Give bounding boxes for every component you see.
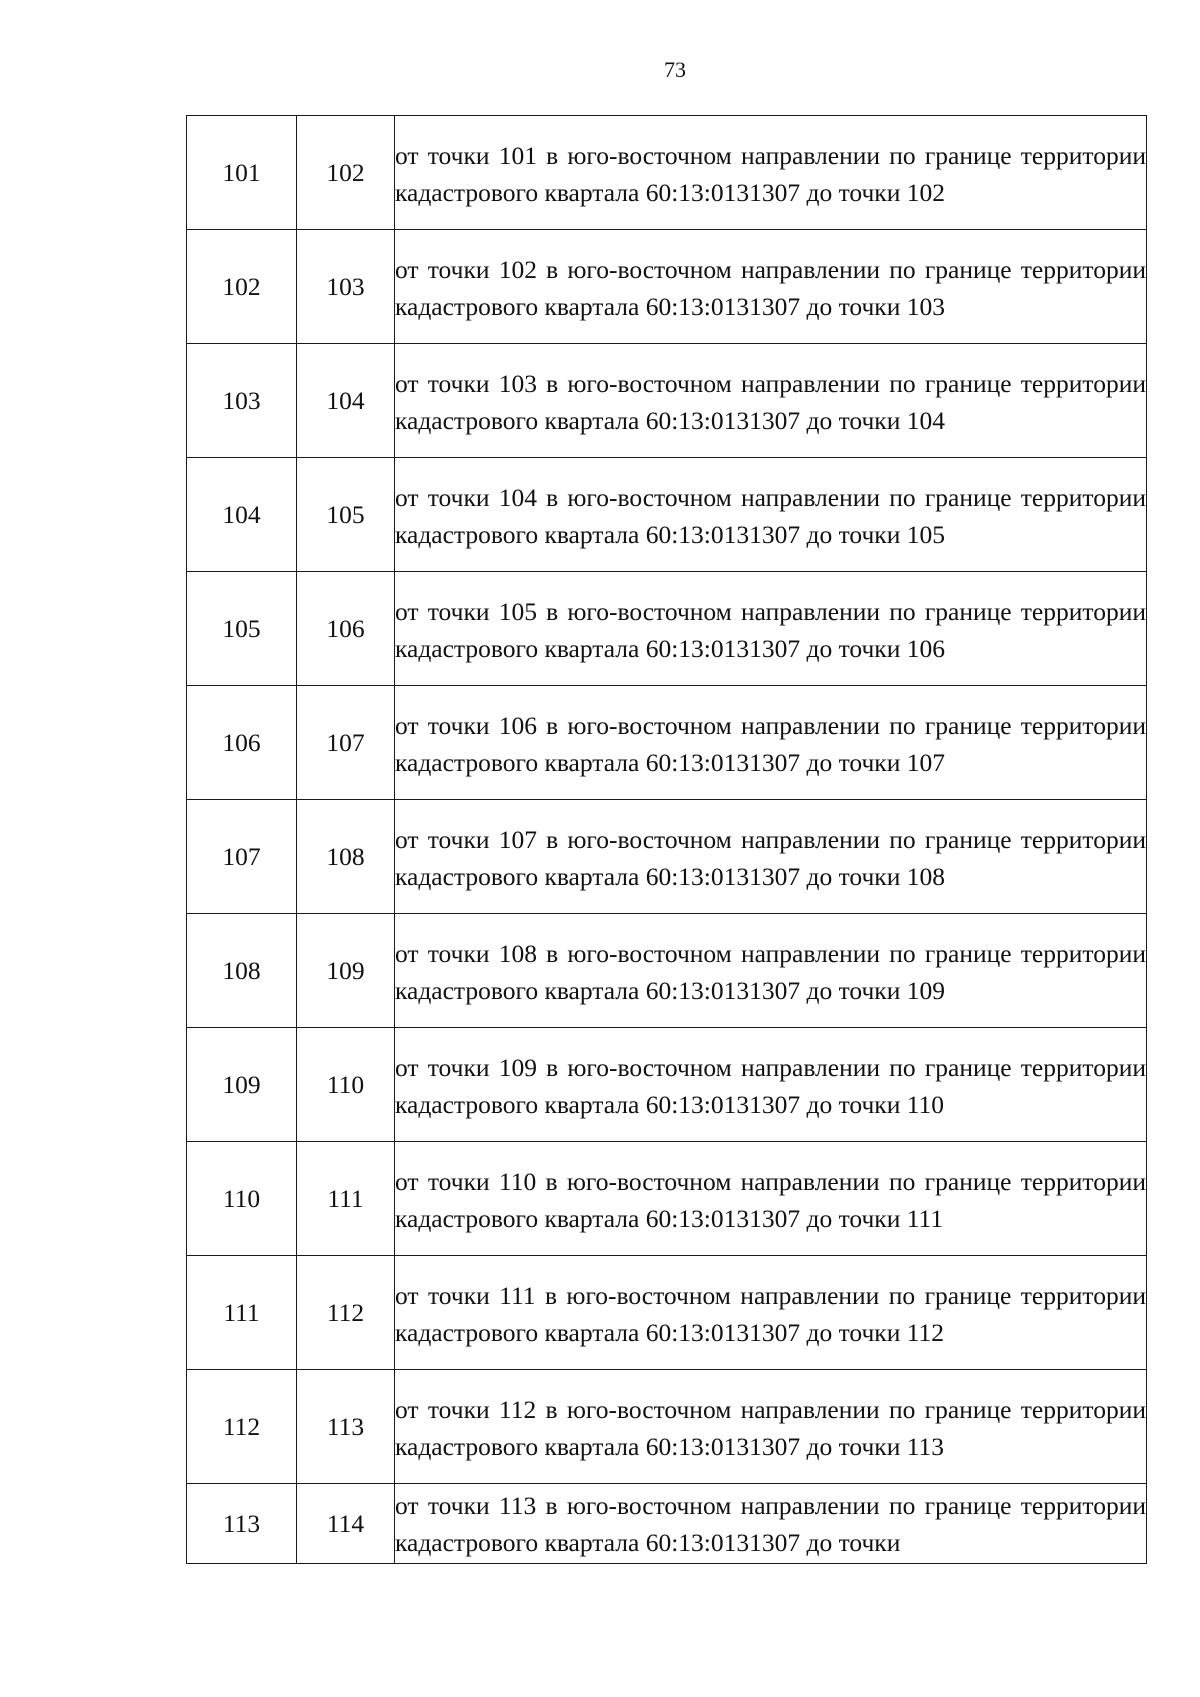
description-text: от точки 103 в юго-восточном направлении по границе территории кадастрового квартала 60:13:0131307 до точки 104 [395, 368, 1146, 435]
from-point-cell: 102 [187, 230, 297, 344]
table-row [187, 572, 1147, 686]
description-text: от точки 111 в юго-восточном направлении по границе территории кадастрового квартала 60:13:0131307 до точки 112 [395, 1280, 1146, 1347]
description-cell [395, 230, 1147, 344]
to-point-cell: 113 [297, 1370, 395, 1484]
table-row [187, 116, 1147, 230]
description-text: от точки 104 в юго-восточном направлении по границе территории кадастрового квартала 60:13:0131307 до точки 105 [395, 482, 1146, 549]
table-row [187, 230, 1147, 344]
table-row [187, 458, 1147, 572]
description-text: от точки 105 в юго-восточном направлении по границе территории кадастрового квартала 60:13:0131307 до точки 106 [395, 596, 1146, 663]
from-point-cell: 106 [187, 686, 297, 800]
description-cell [395, 572, 1147, 686]
to-point-cell: 112 [297, 1256, 395, 1370]
description-text: от точки 112 в юго-восточном направлении по границе территории кадастрового квартала 60:13:0131307 до точки 113 [395, 1394, 1146, 1461]
table-row [187, 1484, 1147, 1564]
description-text: от точки 101 в юго-восточном направлении по границе территории кадастрового квартала 60:13:0131307 до точки 102 [395, 140, 1146, 207]
to-point-cell: 110 [297, 1028, 395, 1142]
from-point-cell: 103 [187, 344, 297, 458]
from-point-cell: 105 [187, 572, 297, 686]
description-text: от точки 107 в юго-восточном направлении по границе территории кадастрового квартала 60:13:0131307 до точки 108 [395, 824, 1146, 891]
description-text: от точки 102 в юго-восточном направлении по границе территории кадастрового квартала 60:13:0131307 до точки 103 [395, 254, 1146, 321]
from-point-cell: 110 [187, 1142, 297, 1256]
from-point-cell: 107 [187, 800, 297, 914]
description-cell [395, 458, 1147, 572]
to-point-cell: 105 [297, 458, 395, 572]
to-point-cell: 109 [297, 914, 395, 1028]
description-cell [395, 1484, 1147, 1564]
description-text: от точки 109 в юго-восточном направлении по границе территории кадастрового квартала 60:13:0131307 до точки 110 [395, 1052, 1146, 1119]
description-cell [395, 344, 1147, 458]
from-point-cell: 101 [187, 116, 297, 230]
description-text: от точки 108 в юго-восточном направлении по границе территории кадастрового квартала 60:13:0131307 до точки 109 [395, 938, 1146, 1005]
description-cell [395, 800, 1147, 914]
to-point-cell: 103 [297, 230, 395, 344]
description-cell [395, 914, 1147, 1028]
from-point-cell: 109 [187, 1028, 297, 1142]
to-point-cell: 107 [297, 686, 395, 800]
description-cell [395, 1256, 1147, 1370]
to-point-cell: 114 [297, 1484, 395, 1564]
description-cell [395, 1142, 1147, 1256]
description-cell [395, 686, 1147, 800]
from-point-cell: 108 [187, 914, 297, 1028]
table-row [187, 1142, 1147, 1256]
boundary-table [186, 115, 1147, 1564]
description-cell [395, 1028, 1147, 1142]
to-point-cell: 108 [297, 800, 395, 914]
description-text: от точки 113 в юго-восточном направлении по границе территории кадастрового квартала 60:13:0131307 до точки [395, 1490, 1146, 1557]
table-row [187, 914, 1147, 1028]
description-text: от точки 110 в юго-восточном направлении по границе территории кадастрового квартала 60:13:0131307 до точки 111 [395, 1166, 1146, 1233]
from-point-cell: 112 [187, 1370, 297, 1484]
description-text: от точки 106 в юго-восточном направлении по границе территории кадастрового квартала 60:13:0131307 до точки 107 [395, 710, 1146, 777]
table-row [187, 800, 1147, 914]
table-row [187, 1256, 1147, 1370]
from-point-cell: 111 [187, 1256, 297, 1370]
from-point-cell: 104 [187, 458, 297, 572]
table-row [187, 686, 1147, 800]
to-point-cell: 111 [297, 1142, 395, 1256]
to-point-cell: 104 [297, 344, 395, 458]
table-row [187, 1028, 1147, 1142]
table-row [187, 344, 1147, 458]
description-cell [395, 116, 1147, 230]
description-cell [395, 1370, 1147, 1484]
from-point-cell: 113 [187, 1484, 297, 1564]
table-row [187, 1370, 1147, 1484]
to-point-cell: 102 [297, 116, 395, 230]
to-point-cell: 106 [297, 572, 395, 686]
page-number: 73 [664, 57, 686, 82]
